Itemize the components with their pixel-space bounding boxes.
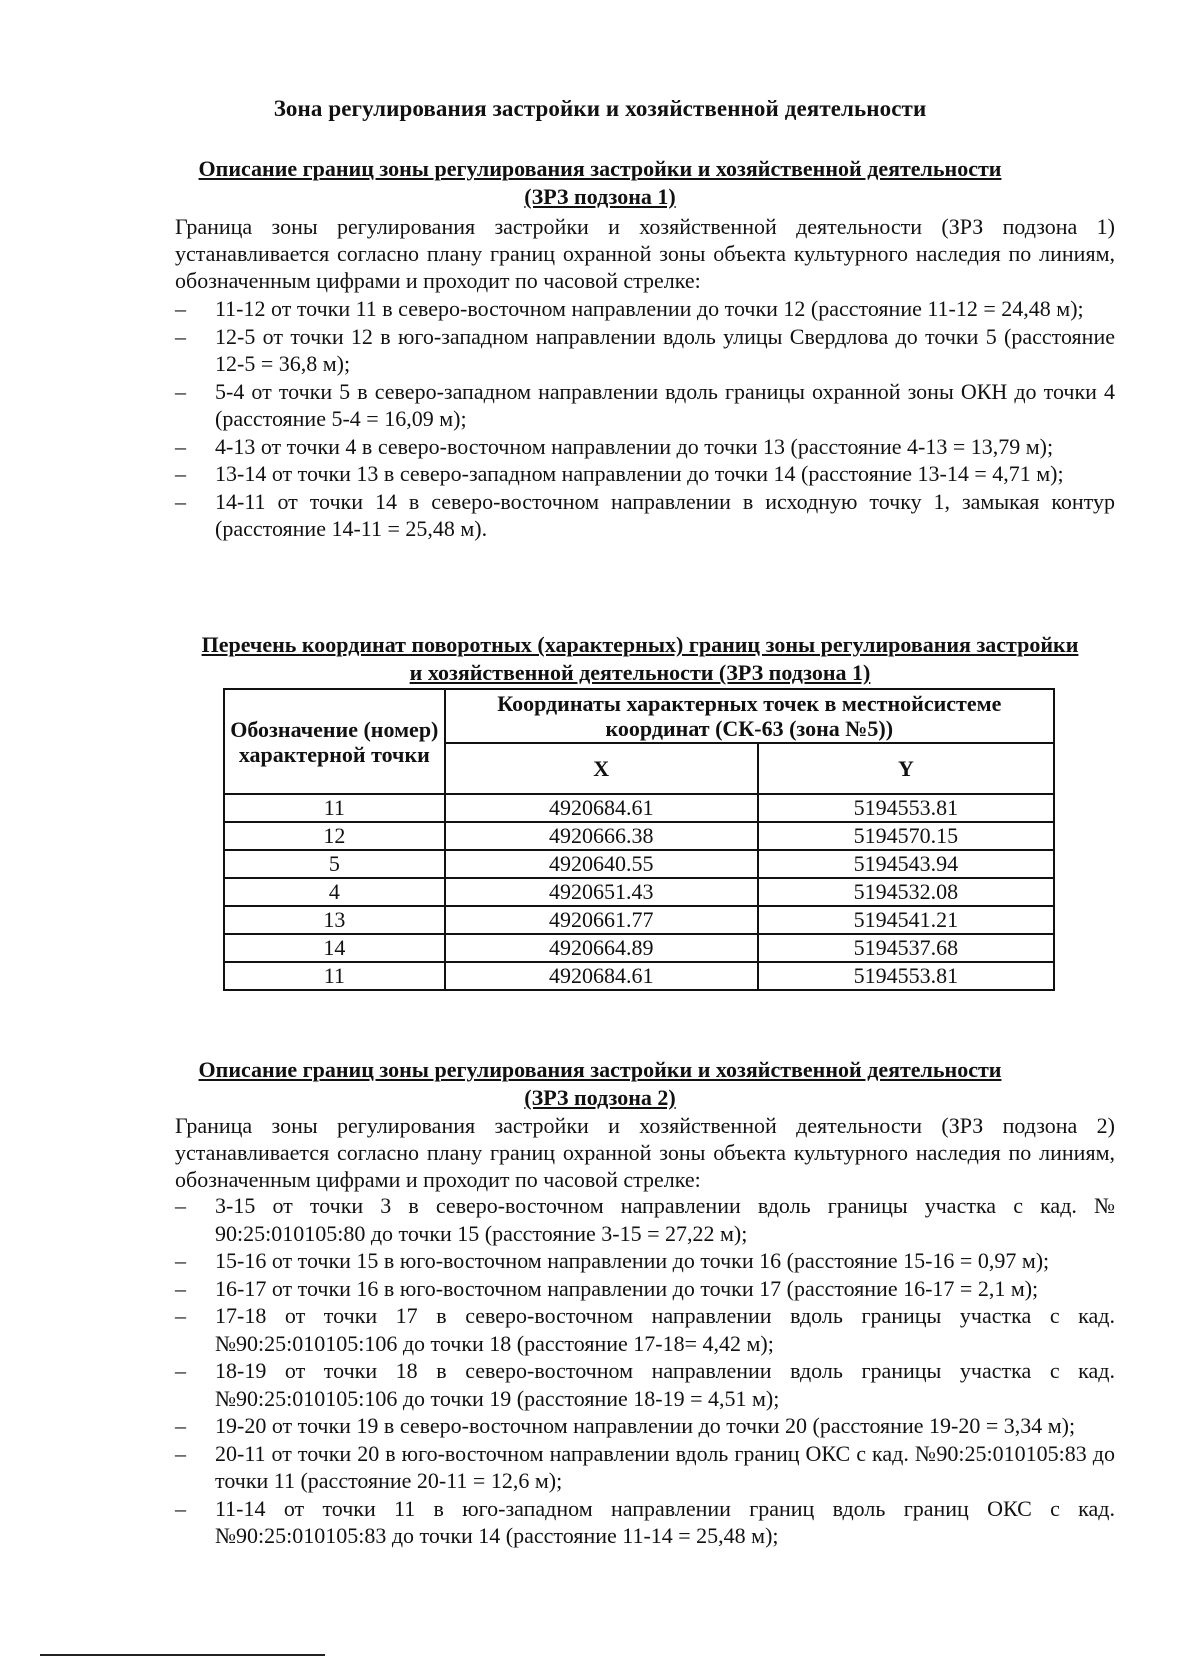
cell-point: 5 — [224, 850, 445, 878]
table-row — [224, 822, 1054, 850]
section2-intro: Граница зоны регулирования застройки и хозяйственной деятельности (ЗРЗ подзона 2) устанавливается согласно плану границ охранной зоны объекта культурного наследия по линиям, обозначенным цифрами и проходит по часовой стрелке: — [175, 1113, 1115, 1192]
table-row — [224, 794, 1054, 822]
list-item: – 15-16 от точки 15 в юго-восточном направлении до точки 16 (расстояние 15-16 = 0,97 м); — [175, 1248, 1050, 1273]
list-item: – 12-5 от точки 12 в юго-западном направлении вдоль улицы Свердлова до точки 5 (расстояние 12-5 = 36,8 м); — [175, 323, 1115, 376]
cell-point: 4 — [224, 878, 445, 906]
table-row — [224, 850, 1054, 878]
cell-y: 5194543.94 — [758, 850, 1054, 878]
cell-point: 12 — [224, 822, 445, 850]
cell-point: 11 — [224, 962, 445, 990]
table-row — [224, 878, 1054, 906]
coords-heading — [160, 631, 1120, 687]
cell-x: 4920651.43 — [445, 878, 758, 906]
list-item: – 14-11 от точки 14 в северо-восточном направлении в исходную точку 1, замыкая контур (расстояние 14-11 = 25,48 м). — [175, 488, 1115, 541]
col-header-y: Y — [758, 743, 1054, 794]
coords-heading-line2: и хозяйственной деятельности (ЗРЗ подзона 1) — [409, 660, 871, 685]
coordinates-table — [223, 688, 1055, 991]
list-item: – 11-12 от точки 11 в северо-восточном направлении до точки 12 (расстояние 11-12 = 24,48 м); — [175, 296, 1084, 321]
list-item: – 4-13 от точки 4 в северо-восточном направлении до точки 13 (расстояние 4-13 = 13,79 м); — [175, 433, 1054, 459]
col-header-coords: Координаты характерных точек в местнойсистеме координат (СК-63 (зона №5)) — [445, 689, 1054, 743]
cell-y: 5194553.81 — [758, 962, 1054, 990]
list-item: – 18-19 от точки 18 в северо-восточном направлении вдоль границы участка с кад. №90:25:010105:106 до точки 19 (расстояние 18-19 = 4,51 м); — [175, 1358, 1115, 1411]
table-row — [224, 934, 1054, 962]
section1-heading — [120, 155, 1080, 211]
list-item: – 17-18 от точки 17 в северо-восточном направлении вдоль границы участка с кад. №90:25:010105:106 до точки 18 (расстояние 17-18= 4,42 м); — [175, 1303, 1115, 1356]
section1-intro: Граница зоны регулирования застройки и хозяйственной деятельности (ЗРЗ подзона 1) устанавливается согласно плану границ охранной зоны объекта культурного наследия по линиям, обозначенным цифрами и проходит по часовой стрелке: — [175, 214, 1115, 293]
page-title: Зона регулирования застройки и хозяйственной деятельности — [273, 96, 927, 121]
list-item: – 5-4 от точки 5 в северо-западном направлении вдоль границы охранной зоны ОКН до точки 4 (расстояние 5-4 = 16,09 м); — [175, 378, 1115, 431]
list-item: – 3-15 от точки 3 в северо-восточном направлении вдоль границы участка с кад. № 90:25:010105:80 до точки 15 (расстояние 3-15 = 27,22 м); — [175, 1193, 1115, 1246]
section1-heading-line2: (ЗРЗ подзона 1) — [524, 184, 676, 209]
cell-y: 5194541.21 — [758, 906, 1054, 934]
cell-y: 5194532.08 — [758, 878, 1054, 906]
section1-heading-line1: Описание границ зоны регулирования застройки и хозяйственной деятельности — [198, 156, 1002, 181]
list-item: – 20-11 от точки 20 в юго-восточном направлении вдоль границ ОКС с кад. №90:25:010105:83 до точки 11 (расстояние 20-11 = 12,6 м); — [175, 1440, 1115, 1493]
coords-heading-line1: Перечень координат поворотных (характерных) границ зоны регулирования застройки — [201, 632, 1079, 657]
cell-x: 4920684.61 — [445, 962, 758, 990]
section2-heading — [120, 1056, 1080, 1112]
cell-point: 13 — [224, 906, 445, 934]
table-row — [224, 962, 1054, 990]
cell-y: 5194570.15 — [758, 822, 1054, 850]
cell-x: 4920661.77 — [445, 906, 758, 934]
cell-point: 14 — [224, 934, 445, 962]
cell-x: 4920640.55 — [445, 850, 758, 878]
list-item: – 16-17 от точки 16 в юго-восточном направлении до точки 17 (расстояние 16-17 = 2,1 м); — [175, 1275, 1039, 1301]
section2-heading-line1: Описание границ зоны регулирования застройки и хозяйственной деятельности — [198, 1057, 1002, 1082]
section2-heading-line2: (ЗРЗ подзона 2) — [524, 1085, 676, 1110]
section2-bullet-list — [175, 1192, 1115, 1550]
col-header-point: Обозначение (номер) характерной точки — [224, 689, 445, 794]
cell-x: 4920664.89 — [445, 934, 758, 962]
col-header-x: X — [445, 743, 758, 794]
table-row — [224, 906, 1054, 934]
cell-point: 11 — [224, 794, 445, 822]
cell-y: 5194553.81 — [758, 794, 1054, 822]
cell-y: 5194537.68 — [758, 934, 1054, 962]
list-item: – 13-14 от точки 13 в северо-западном направлении до точки 14 (расстояние 13-14 = 4,71 м); — [175, 461, 1064, 486]
list-item: – 11-14 от точки 11 в юго-западном направлении границ вдоль границ ОКС с кад. №90:25:010105:83 до точки 14 (расстояние 11-14 = 25,48 м); — [175, 1495, 1115, 1548]
list-item: – 19-20 от точки 19 в северо-восточном направлении до точки 20 (расстояние 19-20 = 3,34 м); — [175, 1413, 1076, 1438]
section1-bullet-list — [175, 295, 1115, 543]
cell-x: 4920666.38 — [445, 822, 758, 850]
cell-x: 4920684.61 — [445, 794, 758, 822]
footnote-divider — [40, 1654, 325, 1656]
